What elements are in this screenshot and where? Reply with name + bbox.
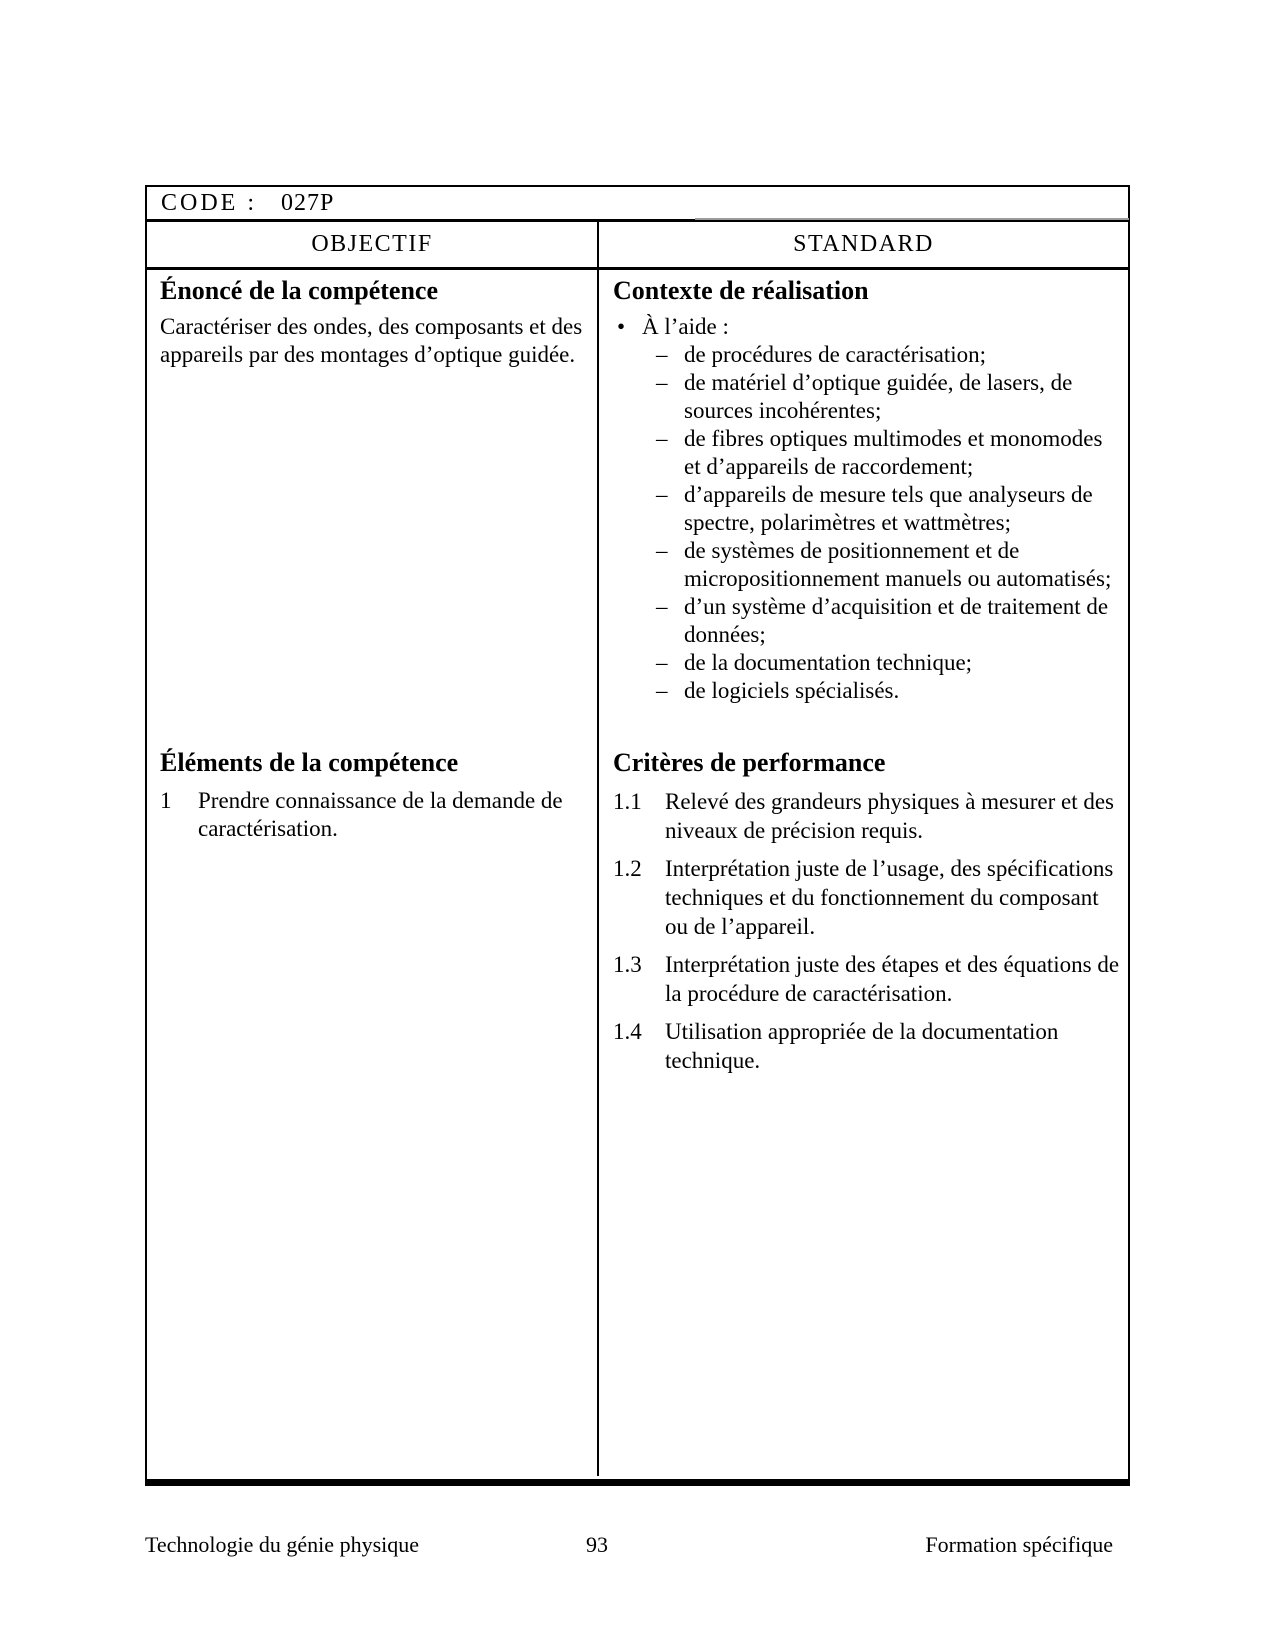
- criterion-text: Interprétation juste de l’usage, des spécifications techniques et du fonctionnement du composant ou de l’appareil.: [665, 856, 1114, 939]
- criteres-section: [613, 747, 1120, 1075]
- dash-icon: –: [656, 370, 668, 395]
- list-item: [613, 425, 1120, 481]
- list-item: [613, 341, 1120, 369]
- dash-icon: –: [656, 650, 668, 675]
- dash-icon: –: [656, 594, 668, 619]
- aid-text: de la documentation technique;: [684, 650, 973, 675]
- criterion-number: 1.2: [613, 856, 642, 881]
- dash-icon: –: [656, 482, 668, 507]
- element-text: Prendre connaissance de la demande de caractérisation.: [198, 788, 563, 841]
- criterion-text: Relevé des grandeurs physiques à mesurer et des niveaux de précision requis.: [665, 789, 1114, 843]
- scan-artifact-line: [695, 218, 1129, 220]
- criterion-number: 1.1: [613, 789, 642, 814]
- list-item: [613, 649, 1120, 677]
- dash-icon: –: [656, 678, 668, 703]
- criteres-title: Critères de performance: [613, 748, 886, 777]
- criterion-number: 1.3: [613, 952, 642, 977]
- criterion-text: Utilisation appropriée de la documentation technique.: [665, 1019, 1059, 1073]
- criterion-text: Interprétation juste des étapes et des équations de la procédure de caractérisation.: [665, 952, 1120, 1006]
- criterion-item: [613, 854, 1120, 941]
- footer-program-name: Technologie du génie physique: [145, 1532, 420, 1557]
- criterion-item: [613, 1017, 1120, 1075]
- aide-intro-text: À l’aide :: [642, 314, 729, 339]
- footer-page-number: 93: [586, 1532, 608, 1557]
- enonce-section: [160, 275, 587, 369]
- code-value: 027P: [281, 189, 335, 216]
- table-body: [147, 270, 1128, 1476]
- enonce-text: Caractériser des ondes, des composants et des appareils par des montages d’optique guidée.: [160, 314, 583, 367]
- dash-icon: –: [656, 342, 668, 367]
- list-item: [613, 593, 1120, 649]
- aids-list: [613, 341, 1120, 705]
- list-item: [613, 369, 1120, 425]
- criterion-number: 1.4: [613, 1019, 642, 1044]
- code-row: [147, 187, 1128, 222]
- contexte-section: [613, 275, 1120, 705]
- aid-text: d’appareils de mesure tels que analyseurs de spectre, polarimètres et wattmètres;: [684, 482, 1093, 535]
- element-item: [160, 787, 587, 843]
- element-number: 1: [160, 788, 172, 813]
- dash-icon: –: [656, 538, 668, 563]
- criterion-item: [613, 950, 1120, 1008]
- aid-text: de systèmes de positionnement et de micropositionnement manuels ou automatisés;: [684, 538, 1112, 591]
- aid-text: d’un système d’acquisition et de traitement de données;: [684, 594, 1109, 647]
- list-item: [613, 481, 1120, 537]
- contexte-title: Contexte de réalisation: [613, 276, 869, 305]
- objectif-column-header: OBJECTIF: [147, 222, 599, 267]
- column-header-row: [147, 222, 1128, 270]
- code-label: CODE :: [161, 189, 257, 216]
- list-item: [613, 537, 1120, 593]
- list-item: [613, 677, 1120, 705]
- competency-table: [145, 185, 1130, 1486]
- objectif-column: [147, 270, 599, 1476]
- footer-section-name: Formation spécifique: [925, 1532, 1113, 1557]
- dash-icon: –: [656, 426, 668, 451]
- bullet-icon: •: [617, 314, 626, 339]
- enonce-title: Énoncé de la compétence: [160, 276, 439, 305]
- aid-text: de logiciels spécialisés.: [684, 678, 900, 703]
- aid-text: de matériel d’optique guidée, de lasers, de sources incohérentes;: [684, 370, 1073, 423]
- aide-intro-item: [613, 313, 1120, 341]
- standard-column: [599, 270, 1128, 1476]
- aid-text: de procédures de caractérisation;: [684, 342, 987, 367]
- elements-title: Éléments de la compétence: [160, 748, 459, 777]
- elements-section: [160, 747, 587, 843]
- criterion-item: [613, 787, 1120, 845]
- standard-column-header: STANDARD: [793, 231, 934, 257]
- aid-text: de fibres optiques multimodes et monomodes et d’appareils de raccordement;: [684, 426, 1103, 479]
